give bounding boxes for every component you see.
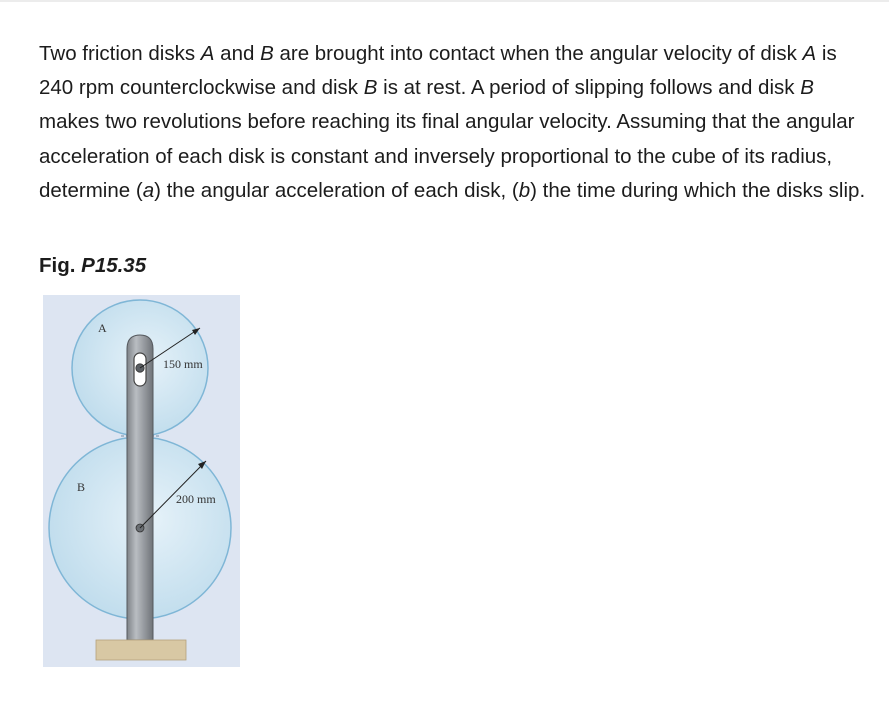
text-run: makes two revolutions before reaching its final angular velocity. Assuming that the angular acceleration of each disk is constant and inversely proportional to the cube of its radius, determine ( [39,110,855,202]
italic-symbol: B [260,42,274,65]
italic-symbol: B [800,76,814,100]
italic-symbol: B [363,76,378,100]
text-run: and [214,42,261,65]
italic-symbol: b [518,178,531,202]
text-run: ) the angular acceleration of each disk, ( [154,178,519,202]
friction-disks-figure [43,295,240,667]
text-run: is at rest. A period of slipping follows and disk [377,76,801,100]
figure-drawing [43,295,240,667]
problem-statement [39,37,869,208]
radius-b-label: 200 mm [176,492,216,506]
text-run: ) the time during which the disks slip. [530,178,866,202]
text-run: are brought into contact when the angular velocity of disk [273,42,803,65]
disk-b-label: B [77,480,86,494]
figure-caption [39,254,146,278]
figure-caption-number: P15.35 [81,254,147,277]
italic-symbol: a [142,178,155,202]
italic-symbol: A [200,42,215,65]
text-run: is 240 rpm counterclockwise and disk [39,42,837,100]
radius-a-label: 150 mm [163,357,203,371]
base-block [96,640,186,660]
italic-symbol: A [802,42,817,65]
disk-a-label: A [98,321,107,335]
figure-caption-prefix: Fig. [39,254,82,277]
text-run: Two friction disks [39,42,201,65]
top-divider [0,0,889,2]
